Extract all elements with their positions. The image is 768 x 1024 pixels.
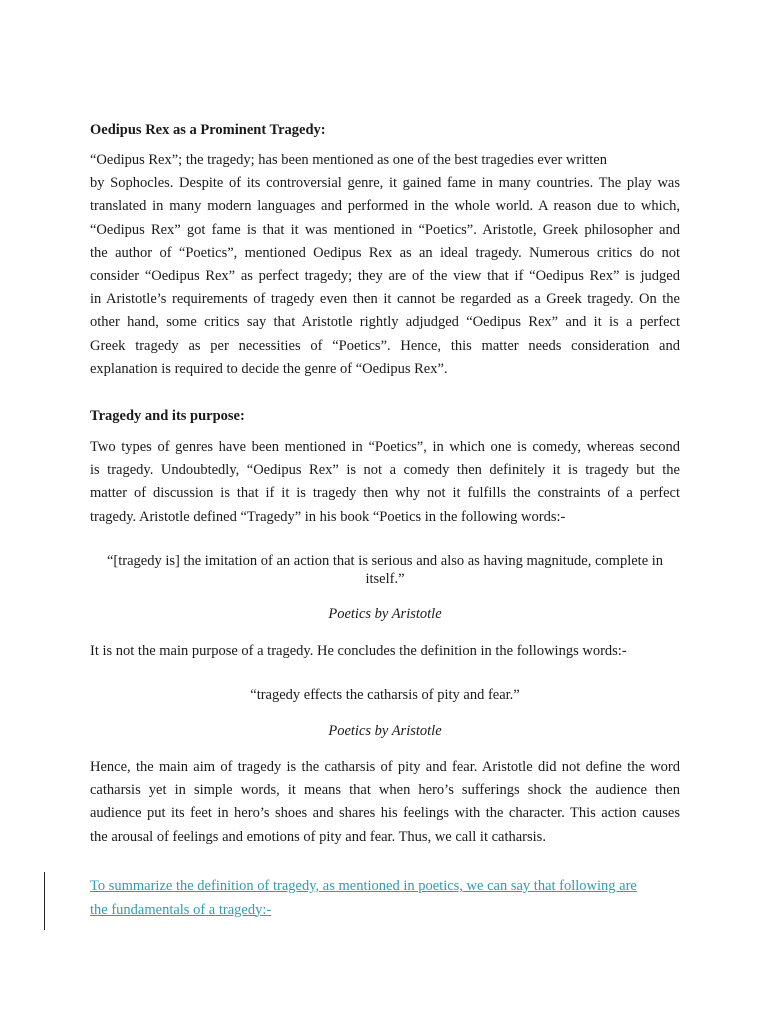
- paragraph-line: It is not the main purpose of a tragedy. He concludes the definition in the followings words:-: [90, 643, 627, 659]
- paragraph-line: To summarize the definition of tragedy, as mentioned in poetics, we can say that following are: [90, 878, 637, 894]
- quote-line: itself.”: [365, 571, 405, 587]
- paragraph-line: translated in many modern languages and performed in the whole world. A reason due to which,: [90, 198, 680, 215]
- paragraph-line: other hand, some critics say that Aristotle rightly adjudged “Oedipus Rex” and it is a perfect: [90, 314, 680, 331]
- paragraph-line: tragedy. Aristotle defined “Tragedy” in his book “Poetics in the following words:-: [90, 508, 566, 525]
- paragraph-line: the arousal of feelings and emotions of pity and fear. Thus, we call it catharsis.: [90, 828, 546, 845]
- paragraph-oedipus-fame: [90, 149, 680, 381]
- paragraph-line: “Oedipus Rex”; the tragedy; has been mentioned as one of the best tragedies ever written: [90, 152, 607, 168]
- change-bar: [44, 872, 45, 930]
- paragraph-line: matter of discussion is that if it is tragedy then why not it fulfills the constraints of a perfect: [90, 485, 680, 502]
- paragraph-catharsis: [90, 756, 680, 849]
- paragraph-line: explanation is required to decide the genre of “Oedipus Rex”.: [90, 360, 448, 377]
- paragraph-line: the fundamentals of a tragedy:-: [90, 901, 272, 918]
- paragraph-line: consider “Oedipus Rex” as perfect tragedy; they are of the view that if “Oedipus Rex” is judged: [90, 268, 680, 285]
- paragraph-line: by Sophocles. Despite of its controversial genre, it gained fame in many countries. The play was: [90, 175, 680, 192]
- paragraph-line: in Aristotle’s requirements of tragedy even then it cannot be regarded as a Greek tragedy. On the: [90, 291, 680, 308]
- paragraph-line: audience put its feet in hero’s shoes and shares his feelings with the character. This action causes: [90, 805, 680, 822]
- paragraph-line: the author of “Poetics”, mentioned Oedipus Rex as an ideal tragedy. Numerous critics do not: [90, 244, 680, 261]
- paragraph-genres: [90, 436, 680, 529]
- paragraph-line: Greek tragedy as per necessities of “Poetics”. Hence, this matter needs consideration and: [90, 337, 680, 354]
- paragraph-line: is tragedy. Undoubtedly, “Oedipus Rex” is not a comedy then definitely it is tragedy but the: [90, 462, 680, 479]
- quote-line: “[tragedy is] the imitation of an action that is serious and also as having magnitude, complete in: [106, 553, 664, 569]
- quote-line: “tragedy effects the catharsis of pity and fear.”: [250, 687, 520, 703]
- paragraph-summary-tracked-change: [90, 875, 680, 922]
- block-quote-imitation: [90, 552, 680, 588]
- paragraph-line: Two types of genres have been mentioned in “Poetics”, in which one is comedy, whereas second: [90, 439, 680, 455]
- paragraph-line: catharsis yet in simple words, it means that when hero’s sufferings shock the audience then: [90, 782, 680, 799]
- block-quote-catharsis: [90, 686, 680, 704]
- section-heading-prominent-tragedy: Oedipus Rex as a Prominent Tragedy:: [90, 122, 326, 138]
- quote-citation: Poetics by Aristotle: [328, 606, 442, 622]
- section-heading-tragedy-purpose: Tragedy and its purpose:: [90, 408, 245, 424]
- paragraph-line: “Oedipus Rex” got fame is that it was mentioned in “Poetics”. Aristotle, Greek philosopher and: [90, 221, 680, 238]
- paragraph-main-purpose: [90, 640, 680, 663]
- paragraph-line: Hence, the main aim of tragedy is the catharsis of pity and fear. Aristotle did not define the word: [90, 759, 680, 775]
- quote-citation: Poetics by Aristotle: [328, 723, 442, 739]
